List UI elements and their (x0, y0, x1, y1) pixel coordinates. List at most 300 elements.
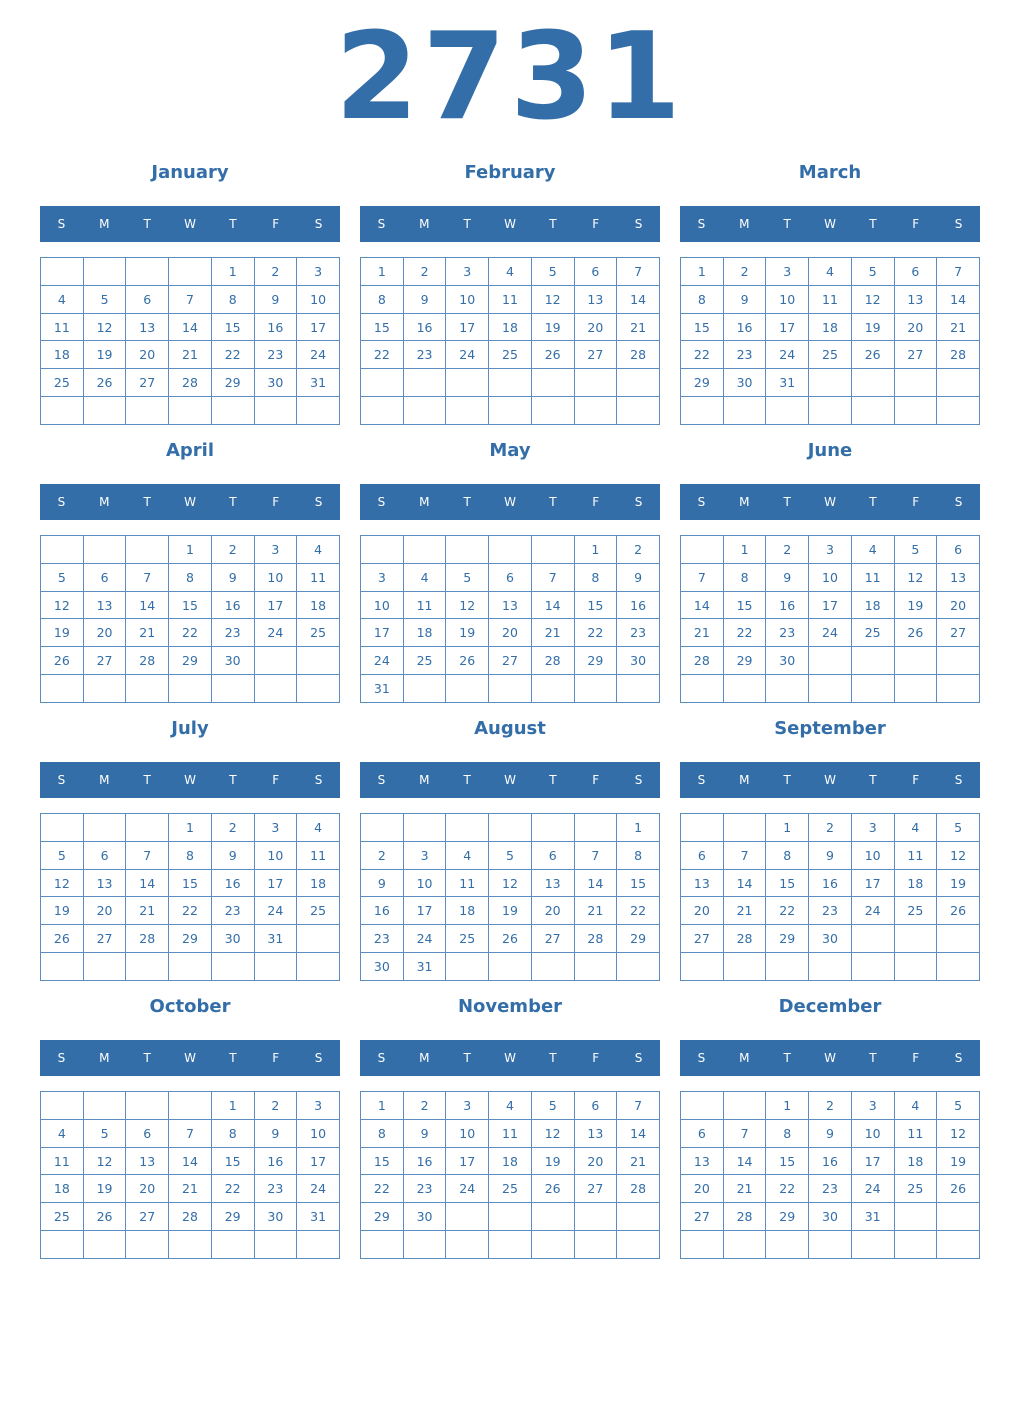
day-cell: 17 (766, 313, 809, 341)
day-cell: 6 (489, 563, 532, 591)
day-cell: 25 (809, 341, 852, 369)
week-row (41, 1147, 340, 1175)
day-cell: 22 (766, 897, 809, 925)
day-grid (360, 813, 660, 981)
day-cell: 28 (574, 925, 617, 953)
day-cell (937, 369, 980, 397)
day-cell (766, 953, 809, 981)
day-cell (297, 1231, 340, 1259)
weekday-label: S (697, 495, 706, 509)
day-cell: 21 (681, 619, 724, 647)
day-grid (680, 1091, 980, 1259)
day-cell: 23 (361, 925, 404, 953)
day-cell: 26 (894, 619, 937, 647)
day-cell: 29 (766, 1203, 809, 1231)
weekday-label: T (463, 217, 471, 231)
day-cell: 19 (894, 591, 937, 619)
day-cell (681, 1092, 724, 1120)
day-cell: 21 (617, 1147, 660, 1175)
week-row (681, 258, 980, 286)
day-cell: 23 (403, 341, 446, 369)
day-cell: 8 (169, 841, 212, 869)
day-cell: 29 (211, 369, 254, 397)
day-cell (617, 953, 660, 981)
day-cell: 27 (937, 619, 980, 647)
day-cell: 5 (531, 258, 574, 286)
week-row (41, 647, 340, 675)
day-cell (489, 369, 532, 397)
weekday-label: F (912, 1051, 920, 1065)
day-cell: 2 (617, 536, 660, 564)
day-cell: 31 (403, 953, 446, 981)
weekday-label: W (824, 773, 836, 787)
day-cell (894, 397, 937, 425)
day-cell (83, 258, 126, 286)
day-cell: 1 (681, 258, 724, 286)
weekday-label: S (634, 495, 643, 509)
day-cell: 9 (809, 1119, 852, 1147)
weekday-header (680, 484, 980, 520)
weekday-label: M (419, 773, 430, 787)
day-cell (574, 675, 617, 703)
day-cell: 14 (617, 285, 660, 313)
day-cell: 16 (809, 869, 852, 897)
day-cell: 24 (851, 1175, 894, 1203)
day-cell (617, 1203, 660, 1231)
day-cell: 8 (211, 285, 254, 313)
day-cell: 26 (851, 341, 894, 369)
weekday-header (360, 206, 660, 242)
day-cell: 5 (446, 563, 489, 591)
weekday-label: W (184, 1051, 196, 1065)
week-row (361, 869, 660, 897)
week-row (41, 341, 340, 369)
week-row (361, 591, 660, 619)
weekday-label: F (592, 1051, 600, 1065)
day-cell: 8 (169, 563, 212, 591)
day-cell: 9 (617, 563, 660, 591)
day-cell: 6 (531, 841, 574, 869)
day-cell: 5 (894, 536, 937, 564)
day-cell: 14 (169, 1147, 212, 1175)
week-row (361, 841, 660, 869)
day-cell: 3 (446, 258, 489, 286)
day-cell: 7 (531, 563, 574, 591)
day-cell (41, 953, 84, 981)
day-cell (297, 675, 340, 703)
week-row (361, 1231, 660, 1259)
day-cell: 24 (809, 619, 852, 647)
day-cell (126, 397, 169, 425)
weekday-label: T (869, 495, 877, 509)
day-cell: 25 (297, 619, 340, 647)
day-cell (446, 953, 489, 981)
day-cell: 3 (851, 814, 894, 842)
day-cell: 2 (403, 258, 446, 286)
week-row (361, 397, 660, 425)
day-cell: 28 (723, 1203, 766, 1231)
day-cell (809, 1231, 852, 1259)
weekday-header (360, 762, 660, 798)
day-cell: 28 (126, 647, 169, 675)
day-cell (851, 675, 894, 703)
weekday-label: M (739, 217, 750, 231)
weekday-label: F (272, 773, 280, 787)
day-cell (83, 1231, 126, 1259)
weekday-label: T (143, 1051, 151, 1065)
day-cell: 21 (169, 341, 212, 369)
day-cell (723, 1092, 766, 1120)
day-cell (531, 953, 574, 981)
day-cell (531, 369, 574, 397)
day-cell (403, 675, 446, 703)
weekday-label: M (739, 773, 750, 787)
day-cell: 6 (681, 1119, 724, 1147)
day-cell: 30 (723, 369, 766, 397)
day-cell: 24 (254, 897, 297, 925)
week-row (41, 313, 340, 341)
day-cell (617, 675, 660, 703)
day-cell: 10 (446, 1119, 489, 1147)
week-row (681, 814, 980, 842)
day-cell: 1 (361, 1092, 404, 1120)
day-cell: 14 (723, 1147, 766, 1175)
day-cell: 15 (169, 591, 212, 619)
day-cell: 16 (723, 313, 766, 341)
day-cell: 4 (41, 1119, 84, 1147)
week-row (681, 1231, 980, 1259)
day-cell: 22 (211, 1175, 254, 1203)
week-row (41, 1119, 340, 1147)
day-cell: 18 (894, 869, 937, 897)
day-cell: 30 (809, 1203, 852, 1231)
day-cell (894, 647, 937, 675)
weekday-label: T (549, 217, 557, 231)
day-cell: 23 (723, 341, 766, 369)
day-cell: 14 (681, 591, 724, 619)
day-cell: 18 (489, 313, 532, 341)
day-cell: 25 (489, 341, 532, 369)
day-cell (83, 536, 126, 564)
day-cell: 20 (83, 897, 126, 925)
day-cell: 21 (617, 313, 660, 341)
day-cell: 27 (894, 341, 937, 369)
day-cell: 11 (297, 563, 340, 591)
day-cell (574, 814, 617, 842)
day-cell: 2 (211, 814, 254, 842)
weekday-label: T (143, 773, 151, 787)
day-cell: 22 (723, 619, 766, 647)
week-row (361, 1147, 660, 1175)
weekday-header (680, 762, 980, 798)
day-cell: 29 (617, 925, 660, 953)
day-cell: 28 (169, 1203, 212, 1231)
day-cell: 8 (723, 563, 766, 591)
month-name: March (798, 162, 862, 183)
day-cell: 13 (83, 869, 126, 897)
day-cell (446, 397, 489, 425)
weekday-label: F (912, 495, 920, 509)
weekday-label: W (184, 495, 196, 509)
week-row (41, 1231, 340, 1259)
day-cell: 10 (254, 841, 297, 869)
day-cell: 11 (403, 591, 446, 619)
day-cell: 26 (83, 1203, 126, 1231)
month-name: January (151, 162, 229, 183)
day-cell: 29 (681, 369, 724, 397)
week-row (41, 1092, 340, 1120)
day-cell: 16 (361, 897, 404, 925)
day-cell: 23 (403, 1175, 446, 1203)
day-cell: 12 (937, 841, 980, 869)
week-row (41, 619, 340, 647)
day-cell: 21 (126, 897, 169, 925)
weekday-label: T (549, 495, 557, 509)
day-cell (446, 369, 489, 397)
week-row (361, 897, 660, 925)
day-cell: 12 (446, 591, 489, 619)
weekday-label: F (272, 217, 280, 231)
day-cell (809, 369, 852, 397)
day-cell: 14 (723, 869, 766, 897)
day-cell (211, 397, 254, 425)
day-cell: 20 (126, 341, 169, 369)
day-cell: 28 (681, 647, 724, 675)
day-cell: 2 (766, 536, 809, 564)
week-row (681, 1203, 980, 1231)
weekday-label: S (377, 773, 386, 787)
weekday-label: M (419, 1051, 430, 1065)
day-cell: 15 (617, 869, 660, 897)
day-cell: 7 (937, 258, 980, 286)
weekday-label: T (783, 495, 791, 509)
day-cell: 3 (809, 536, 852, 564)
day-cell: 12 (41, 591, 84, 619)
day-cell (254, 1231, 297, 1259)
day-cell: 1 (766, 814, 809, 842)
day-cell: 30 (617, 647, 660, 675)
day-cell: 10 (809, 563, 852, 591)
month-name: April (165, 440, 215, 461)
day-cell (681, 814, 724, 842)
day-cell: 6 (937, 536, 980, 564)
week-row (41, 869, 340, 897)
day-cell (766, 675, 809, 703)
day-cell: 2 (403, 1092, 446, 1120)
month-name: November (457, 996, 563, 1017)
weekday-label: S (314, 217, 323, 231)
day-cell (169, 675, 212, 703)
day-cell: 7 (169, 285, 212, 313)
weekday-label: S (57, 773, 66, 787)
day-cell: 10 (403, 869, 446, 897)
weekday-label: S (314, 495, 323, 509)
day-cell: 14 (126, 869, 169, 897)
day-cell: 27 (574, 341, 617, 369)
day-cell (83, 675, 126, 703)
day-cell (211, 953, 254, 981)
day-cell: 20 (83, 619, 126, 647)
day-cell: 9 (361, 869, 404, 897)
day-cell (489, 397, 532, 425)
day-cell: 20 (574, 1147, 617, 1175)
day-cell: 15 (766, 869, 809, 897)
weekday-label: S (954, 495, 963, 509)
day-cell (169, 953, 212, 981)
day-cell: 17 (446, 1147, 489, 1175)
week-row (681, 841, 980, 869)
week-row (361, 313, 660, 341)
weekday-label: T (229, 1051, 237, 1065)
day-cell (446, 675, 489, 703)
day-cell: 21 (723, 1175, 766, 1203)
day-grid (360, 257, 660, 425)
day-cell (169, 1231, 212, 1259)
month-name: October (149, 996, 231, 1017)
month-name: February (464, 162, 556, 183)
week-row (681, 285, 980, 313)
week-row (361, 953, 660, 981)
day-cell: 16 (617, 591, 660, 619)
year-title: 2731 (335, 8, 685, 147)
day-cell: 2 (211, 536, 254, 564)
day-grid (360, 535, 660, 703)
day-cell: 8 (766, 841, 809, 869)
day-cell (723, 814, 766, 842)
day-cell: 25 (894, 897, 937, 925)
day-cell: 24 (297, 1175, 340, 1203)
month-name: September (774, 718, 886, 739)
week-row (361, 258, 660, 286)
day-cell: 8 (574, 563, 617, 591)
day-cell: 4 (809, 258, 852, 286)
day-cell: 19 (531, 313, 574, 341)
day-grid (360, 1091, 660, 1259)
day-cell: 11 (297, 841, 340, 869)
day-cell: 13 (489, 591, 532, 619)
week-row (681, 397, 980, 425)
day-cell: 19 (937, 1147, 980, 1175)
day-cell (681, 397, 724, 425)
day-cell: 17 (361, 619, 404, 647)
day-cell (723, 1231, 766, 1259)
day-cell (723, 397, 766, 425)
week-row (361, 814, 660, 842)
day-cell: 30 (254, 369, 297, 397)
day-cell: 6 (574, 258, 617, 286)
day-cell: 3 (254, 536, 297, 564)
day-cell: 15 (723, 591, 766, 619)
day-cell (361, 397, 404, 425)
day-cell (446, 536, 489, 564)
day-cell: 27 (531, 925, 574, 953)
day-cell (851, 925, 894, 953)
day-cell: 7 (126, 563, 169, 591)
week-row (681, 341, 980, 369)
day-cell (531, 536, 574, 564)
day-cell: 9 (403, 1119, 446, 1147)
day-cell: 10 (851, 1119, 894, 1147)
day-grid (40, 535, 340, 703)
day-cell: 19 (41, 619, 84, 647)
day-cell: 28 (531, 647, 574, 675)
day-cell (211, 675, 254, 703)
day-cell (531, 814, 574, 842)
day-cell (254, 675, 297, 703)
day-cell: 21 (574, 897, 617, 925)
day-cell: 10 (766, 285, 809, 313)
day-cell: 31 (766, 369, 809, 397)
day-cell: 17 (851, 869, 894, 897)
day-cell (723, 675, 766, 703)
day-cell: 6 (83, 841, 126, 869)
day-cell: 19 (41, 897, 84, 925)
week-row (41, 925, 340, 953)
day-cell: 27 (83, 647, 126, 675)
day-cell: 1 (211, 1092, 254, 1120)
week-row (681, 1119, 980, 1147)
day-cell: 7 (169, 1119, 212, 1147)
day-cell: 1 (766, 1092, 809, 1120)
weekday-label: S (954, 217, 963, 231)
day-cell: 21 (169, 1175, 212, 1203)
day-cell: 12 (851, 285, 894, 313)
day-cell: 16 (403, 1147, 446, 1175)
week-row (41, 953, 340, 981)
weekday-label: S (697, 1051, 706, 1065)
weekday-label: M (419, 217, 430, 231)
day-cell: 16 (211, 591, 254, 619)
weekday-label: T (463, 1051, 471, 1065)
day-cell: 17 (254, 869, 297, 897)
day-cell (851, 953, 894, 981)
day-cell: 17 (254, 591, 297, 619)
day-cell (83, 953, 126, 981)
day-cell: 26 (937, 897, 980, 925)
day-cell (937, 925, 980, 953)
weekday-label: T (229, 495, 237, 509)
day-cell (723, 953, 766, 981)
day-cell: 30 (211, 925, 254, 953)
day-cell (297, 925, 340, 953)
day-cell: 14 (126, 591, 169, 619)
day-cell: 25 (489, 1175, 532, 1203)
day-cell (681, 675, 724, 703)
day-cell: 12 (41, 869, 84, 897)
day-cell: 5 (41, 563, 84, 591)
day-cell (41, 675, 84, 703)
day-cell (681, 536, 724, 564)
week-row (681, 313, 980, 341)
day-cell: 9 (403, 285, 446, 313)
day-cell: 28 (937, 341, 980, 369)
day-cell: 4 (489, 1092, 532, 1120)
day-cell: 20 (126, 1175, 169, 1203)
day-cell: 22 (169, 619, 212, 647)
day-cell: 13 (681, 1147, 724, 1175)
day-cell (617, 369, 660, 397)
day-cell (937, 675, 980, 703)
day-cell: 25 (894, 1175, 937, 1203)
weekday-label: T (783, 1051, 791, 1065)
weekday-label: M (419, 495, 430, 509)
day-cell: 24 (766, 341, 809, 369)
day-cell: 29 (169, 647, 212, 675)
week-row (361, 619, 660, 647)
day-cell: 17 (851, 1147, 894, 1175)
day-cell (531, 1231, 574, 1259)
day-cell: 11 (489, 285, 532, 313)
